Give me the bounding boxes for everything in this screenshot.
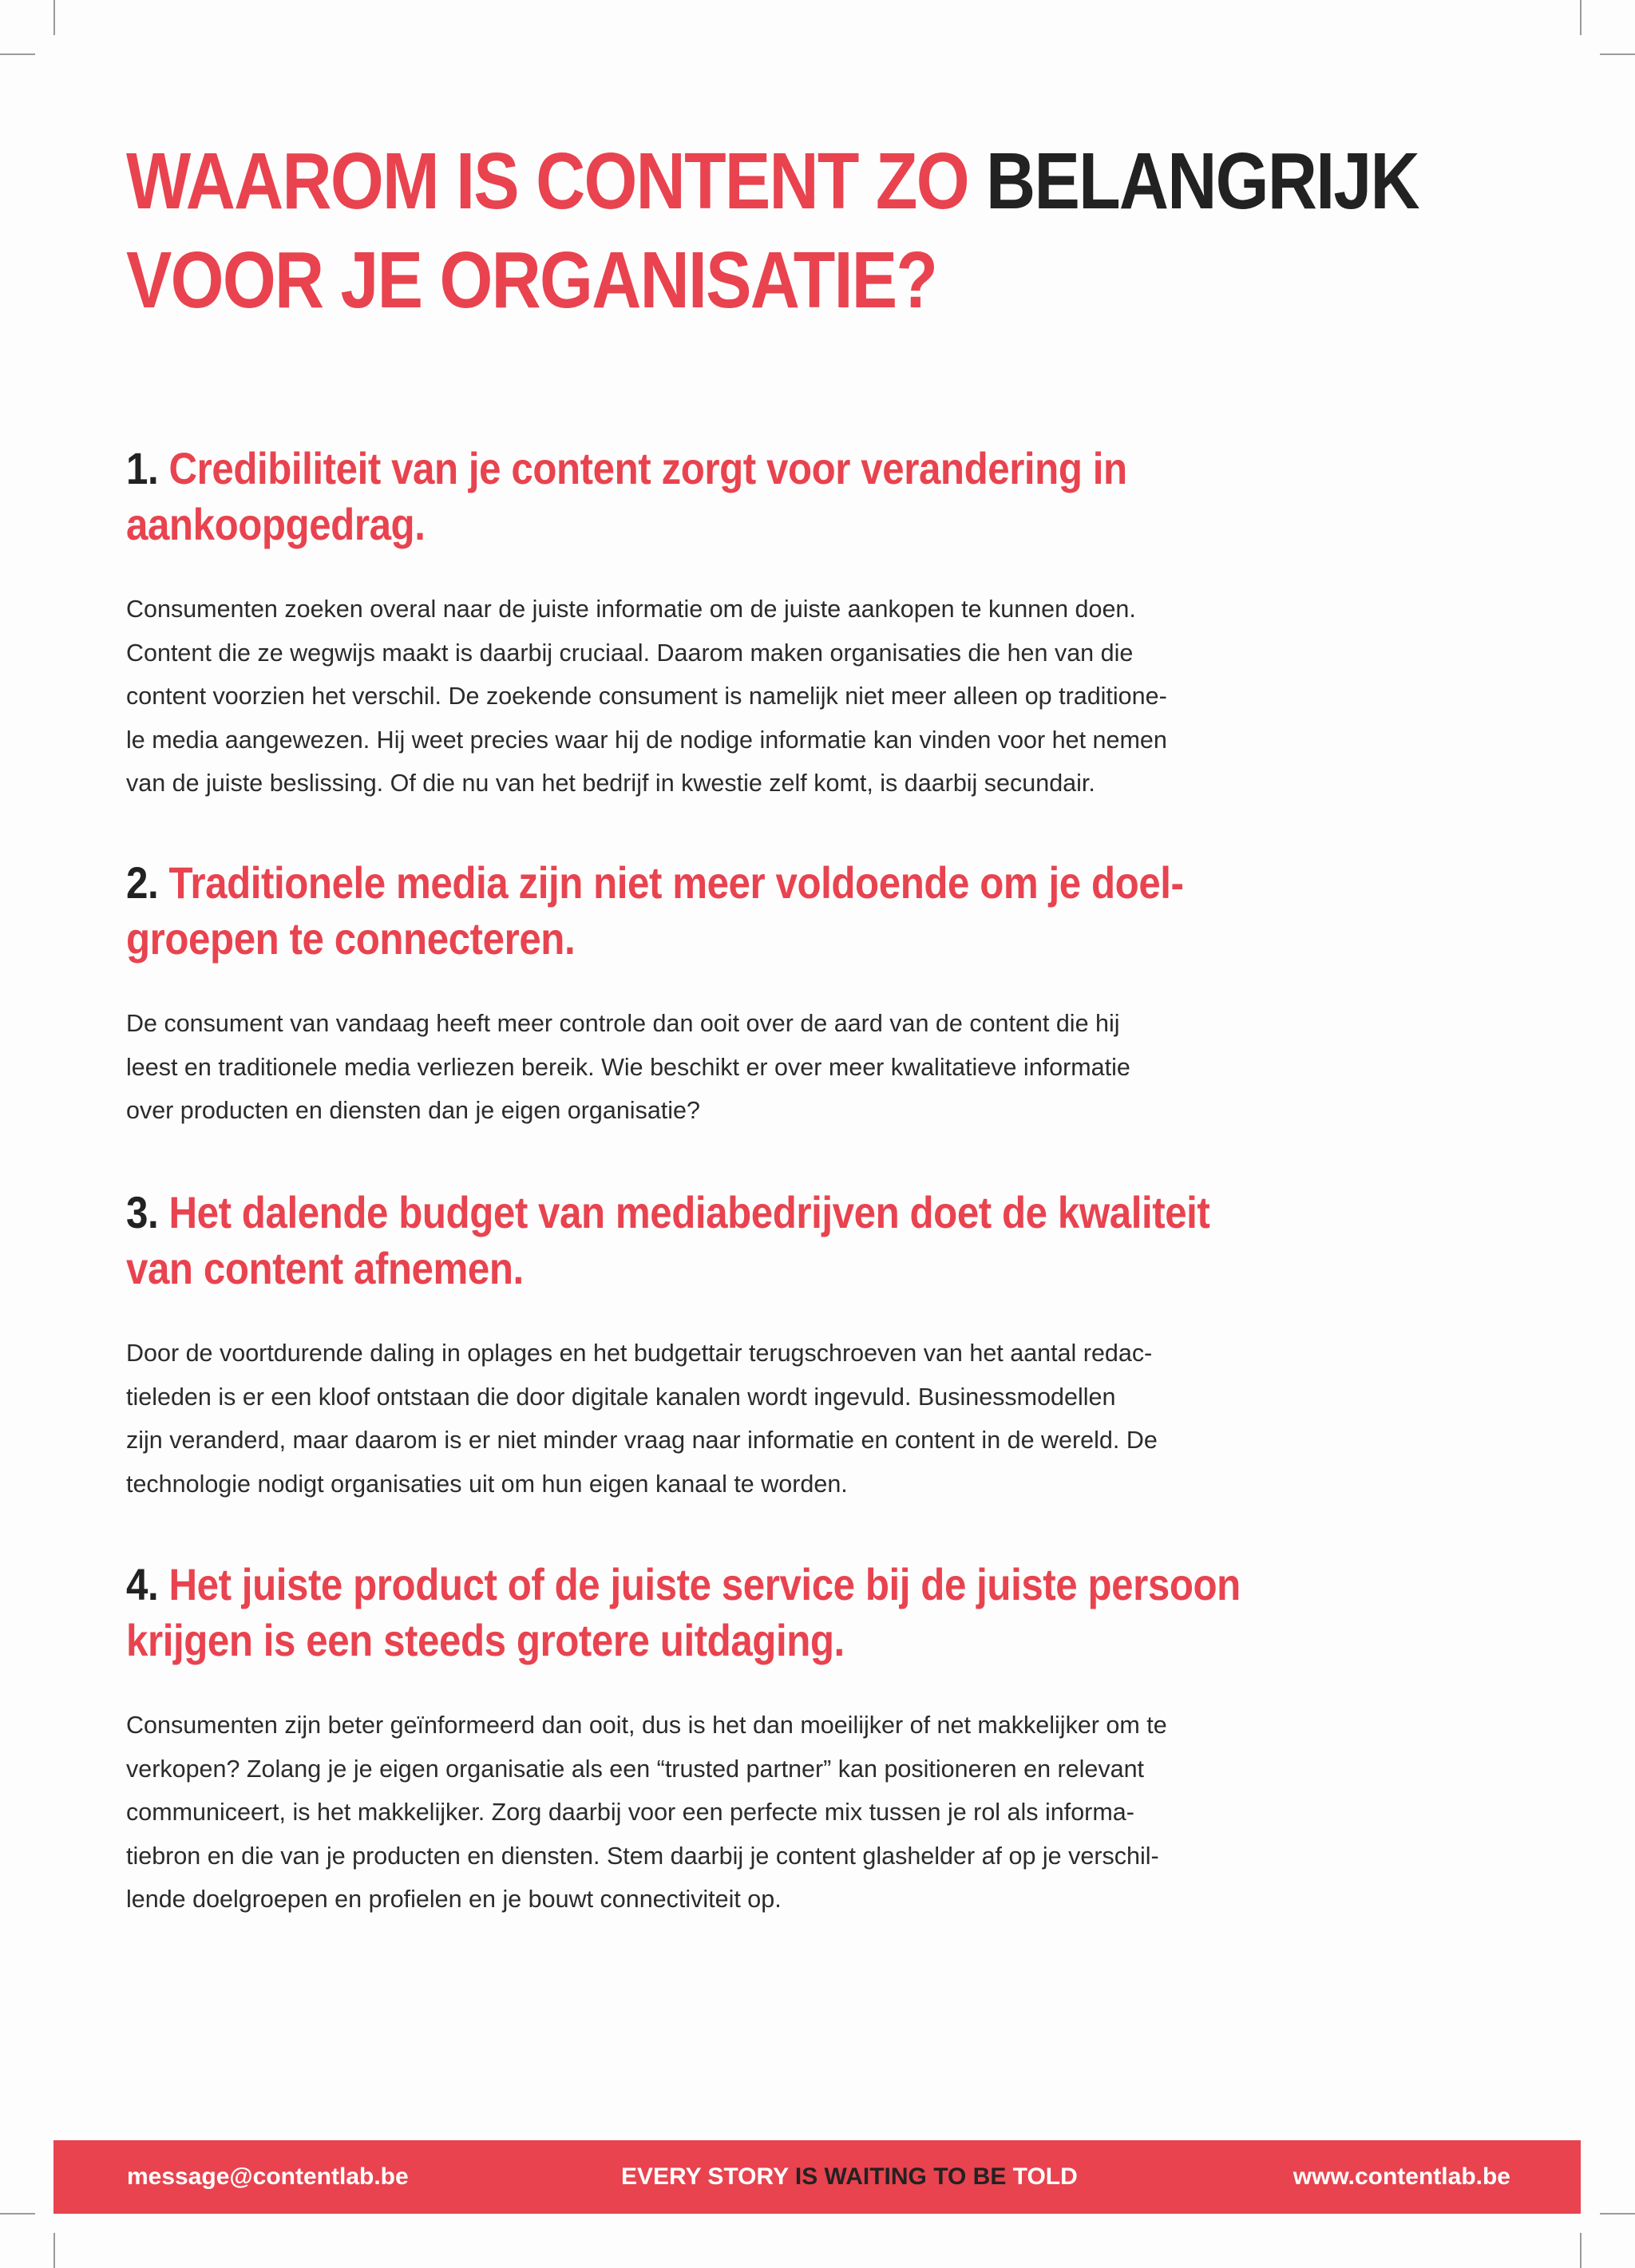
title-part-dark: BELANGRIJK bbox=[986, 137, 1419, 226]
body-line: technologie nodigt organisaties uit om hun eigen kanaal te worden. bbox=[126, 1470, 848, 1498]
body-line: lende doelgroepen en profielen en je bouwt connectiviteit op. bbox=[126, 1886, 782, 1913]
crop-mark-top-left-vertical bbox=[53, 0, 55, 35]
body-line: van de juiste beslissing. Of die nu van het bedrijf in kwestie zelf komt, is daarbij secundair. bbox=[126, 770, 1095, 797]
section-body bbox=[126, 1332, 1260, 1506]
body-line: tiebron en die van je producten en diensten. Stem daarbij je content glashelder af op je verschil- bbox=[126, 1842, 1159, 1870]
body-line: Door de voortdurende daling in oplages en het budgettair terugschroeven van het aantal redac- bbox=[126, 1340, 1153, 1367]
section-4 bbox=[126, 1557, 1276, 1922]
body-line: verkopen? Zolang je je eigen organisatie als een “trusted partner” kan positioneren en relevant bbox=[126, 1755, 1145, 1783]
body-line: tieleden is er een kloof ontstaan die door digitale kanalen wordt ingevuld. Businessmodellen bbox=[126, 1383, 1116, 1411]
section-heading bbox=[126, 441, 1320, 552]
footer-email-link[interactable]: message@contentlab.be bbox=[127, 2163, 409, 2190]
section-number: 3. bbox=[126, 1187, 159, 1237]
page-title bbox=[126, 132, 1419, 330]
section-heading bbox=[126, 1557, 1320, 1668]
body-line: le media aangewezen. Hij weet precies waar hij de nodige informatie kan vinden voor het nemen bbox=[126, 726, 1167, 754]
title-line-2: VOOR JE ORGANISATIE? bbox=[126, 236, 937, 325]
tagline-part-dark: IS WAITING TO BE bbox=[794, 2163, 1007, 2190]
heading-line: Het dalende budget van mediabedrijven doet de kwaliteit bbox=[168, 1187, 1210, 1237]
section-body bbox=[126, 1002, 1260, 1133]
heading-line: krijgen is een steeds grotere uitdaging. bbox=[126, 1615, 845, 1665]
section-heading bbox=[126, 1185, 1320, 1296]
section-body bbox=[126, 588, 1260, 805]
tagline-part: EVERY STORY bbox=[621, 2163, 795, 2190]
heading-line: groepen te connecteren. bbox=[126, 913, 576, 964]
crop-mark-bottom-right-horizontal bbox=[1600, 2213, 1635, 2215]
footer-website-link[interactable]: www.contentlab.be bbox=[1293, 2163, 1510, 2190]
section-body bbox=[126, 1704, 1260, 1922]
footer-bar bbox=[53, 2140, 1581, 2214]
crop-mark-top-left-horizontal bbox=[0, 53, 35, 55]
body-line: Consumenten zoeken overal naar de juiste informatie om de juiste aankopen te kunnen doen. bbox=[126, 596, 1136, 623]
heading-line: van content afnemen. bbox=[126, 1243, 524, 1293]
crop-mark-bottom-left-horizontal bbox=[0, 2213, 35, 2215]
footer-tagline bbox=[621, 2140, 1078, 2214]
heading-line: Traditionele media zijn niet meer voldoende om je doel- bbox=[168, 857, 1184, 908]
body-line: zijn veranderd, maar daarom is er niet minder vraag naar informatie en content in de wereld. De bbox=[126, 1427, 1158, 1454]
section-number: 4. bbox=[126, 1559, 159, 1609]
body-line: leest en traditionele media verliezen bereik. Wie beschikt er over meer kwalitatieve informatie bbox=[126, 1053, 1130, 1081]
section-3 bbox=[126, 1185, 1276, 1506]
heading-line: aankoopgedrag. bbox=[126, 499, 426, 549]
body-line: Content die ze wegwijs maakt is daarbij cruciaal. Daarom maken organisaties die hen van die bbox=[126, 639, 1134, 667]
section-2 bbox=[126, 855, 1276, 1133]
crop-mark-bottom-right-vertical bbox=[1580, 2233, 1582, 2268]
heading-line: Het juiste product of de juiste service bij de juiste persoon bbox=[168, 1559, 1241, 1609]
crop-mark-bottom-left-vertical bbox=[53, 2233, 55, 2268]
crop-mark-top-right-vertical bbox=[1580, 0, 1582, 35]
body-line: content voorzien het verschil. De zoekende consument is namelijk niet meer alleen op traditione- bbox=[126, 683, 1167, 710]
tagline-part: TOLD bbox=[1006, 2163, 1078, 2190]
heading-line: Credibiliteit van je content zorgt voor verandering in bbox=[168, 443, 1127, 493]
title-line-1 bbox=[126, 132, 1419, 231]
body-line: De consument van vandaag heeft meer controle dan ooit over de aard van de content die hij bbox=[126, 1010, 1120, 1037]
crop-mark-top-right-horizontal bbox=[1600, 53, 1635, 55]
title-part-red: WAAROM IS CONTENT ZO bbox=[126, 137, 987, 226]
section-number: 2. bbox=[126, 857, 159, 908]
section-heading bbox=[126, 855, 1320, 967]
section-number: 1. bbox=[126, 443, 159, 493]
body-line: Consumenten zijn beter geïnformeerd dan ooit, dus is het dan moeilijker of net makkelijker om te bbox=[126, 1712, 1167, 1739]
body-line: communiceert, is het makkelijker. Zorg daarbij voor een perfecte mix tussen je rol als informa- bbox=[126, 1799, 1134, 1826]
body-line: over producten en diensten dan je eigen organisatie? bbox=[126, 1097, 700, 1124]
section-1 bbox=[126, 441, 1276, 805]
